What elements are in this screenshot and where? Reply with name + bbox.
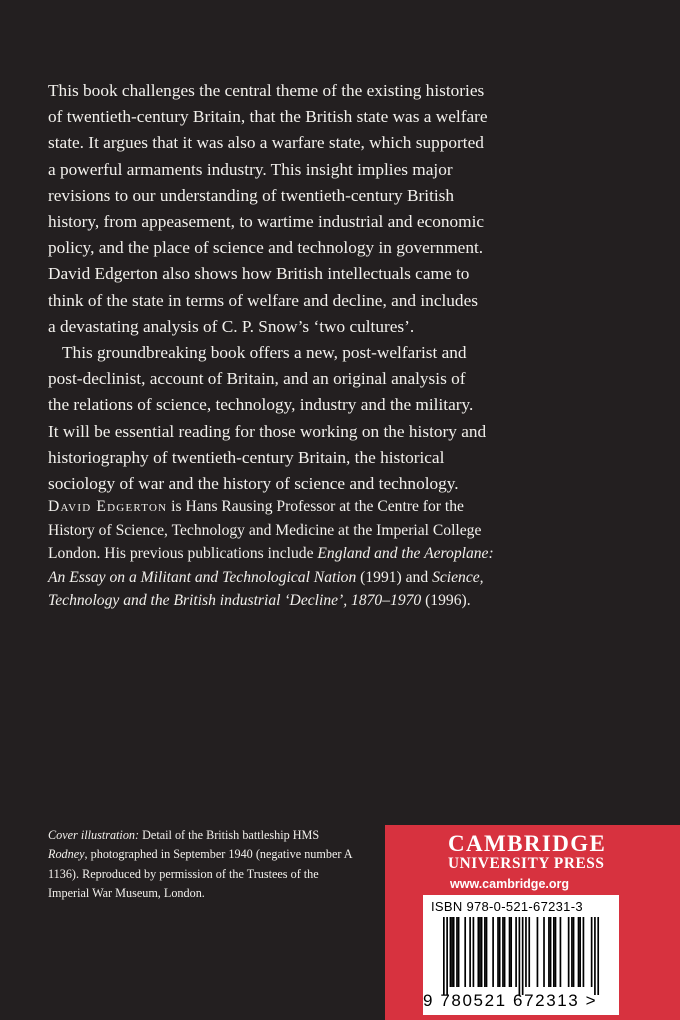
isbn-label: ISBN 978-0-521-67231-3	[431, 899, 583, 914]
publisher-subtitle: UNIVERSITY PRESS	[448, 855, 605, 872]
barcode-bar	[450, 917, 452, 987]
barcode-bar	[497, 917, 499, 987]
barcode-bar	[458, 917, 460, 987]
barcode-bar	[525, 917, 527, 987]
publisher-url: www.cambridge.org	[450, 877, 570, 891]
barcode-bar	[484, 917, 486, 987]
barcode-bar	[519, 917, 521, 995]
barcode-bar	[481, 917, 483, 987]
barcode-bar	[464, 917, 466, 987]
author-bio-text-1: is Hans Rausing Professor at the Centre for the History of Science, Technology and Medicine at the Imperial College London. His previous publications include	[48, 498, 482, 562]
barcode-bar	[509, 917, 511, 987]
author-bio	[48, 495, 498, 613]
barcode-bar	[492, 917, 494, 987]
blurb-paragraph-2: This groundbreaking book offers a new, post-welfarist and post-declinist, account of Britain, and an original analysis of the relations of science, technology, industry and the military. It will be essential reading for those working on the history and historiography of twentieth-century Britain, the historical sociology of war and the history of science and technology.	[48, 343, 487, 494]
barcode-bar	[578, 917, 580, 987]
barcode-bar	[579, 917, 581, 987]
barcode-number: 9 780521 672313 >	[423, 991, 598, 1010]
barcode-bar	[568, 917, 570, 987]
barcode-bar	[553, 917, 555, 987]
barcode-bar	[510, 917, 512, 987]
publisher-box	[385, 825, 680, 1020]
barcode-bar	[499, 917, 501, 987]
barcode-bar	[537, 917, 539, 987]
barcode-bar	[443, 917, 445, 995]
barcode-bar	[504, 917, 506, 987]
author-bio-text-2: (1991) and	[356, 568, 433, 586]
author-bio-text-3: (1996).	[421, 592, 471, 609]
barcode-bar	[486, 917, 488, 987]
author-book-1: England and the Aeroplane: An Essay on a Militant and Technological Nation	[48, 545, 494, 586]
cover-credit-text-2: , photographed in September 1940 (negative number A 1136). Reproduced by permission of the Trustees of the Imperial War Museum, London.	[48, 847, 352, 900]
barcode-bar	[473, 917, 475, 987]
barcode-bar	[555, 917, 557, 987]
barcode-bars	[429, 917, 613, 995]
barcode-bar	[528, 917, 530, 987]
barcode-bar	[456, 917, 458, 987]
barcode-bar	[591, 917, 593, 987]
barcode-bar	[469, 917, 471, 987]
barcode-bar	[594, 917, 596, 995]
barcode-bar	[515, 917, 517, 987]
barcode-bar	[550, 917, 552, 987]
barcode-bar	[446, 917, 448, 995]
cover-credit-label: Cover illustration:	[48, 828, 140, 842]
barcode-bar	[479, 917, 481, 987]
barcode-bar	[573, 917, 575, 987]
barcode-bar	[477, 917, 479, 987]
barcode-bar	[543, 917, 545, 987]
barcode-bar	[583, 917, 585, 987]
barcode-bar	[571, 917, 573, 987]
barcode-bar	[522, 917, 524, 995]
barcode	[423, 895, 619, 1015]
cover-credit	[48, 826, 358, 903]
blurb-paragraph-1: This book challenges the central theme of the existing histories of twentieth-century Britain, that the British state was a welfare state. It argues that it was also a warfare state, which supported a powerful armaments industry. This insight implies major revisions to our understanding of twentieth-century British history, from appeasement, to wartime industrial and economic policy, and the place of science and technology in government. David Edgerton also shows how British intellectuals came to think of the state in terms of welfare and decline, and includes a devastating analysis of C. P. Snow’s ‘two cultures’.	[48, 81, 488, 336]
blurb	[48, 78, 488, 497]
publisher-name: CAMBRIDGE	[448, 831, 607, 856]
author-name: David Edgerton	[48, 498, 168, 515]
barcode-bar	[560, 917, 562, 987]
barcode-bar	[597, 917, 599, 995]
barcode-bar	[548, 917, 550, 987]
author-book-2: Science, Technology and the British industrial ‘Decline’, 1870–1970	[48, 568, 484, 609]
barcode-bar	[502, 917, 504, 987]
barcode-bar	[451, 917, 453, 987]
cover-credit-text-1: Detail of the British battleship HMS	[139, 828, 320, 842]
barcode-bar	[453, 917, 455, 987]
cover-credit-ship: Rodney	[48, 847, 85, 862]
